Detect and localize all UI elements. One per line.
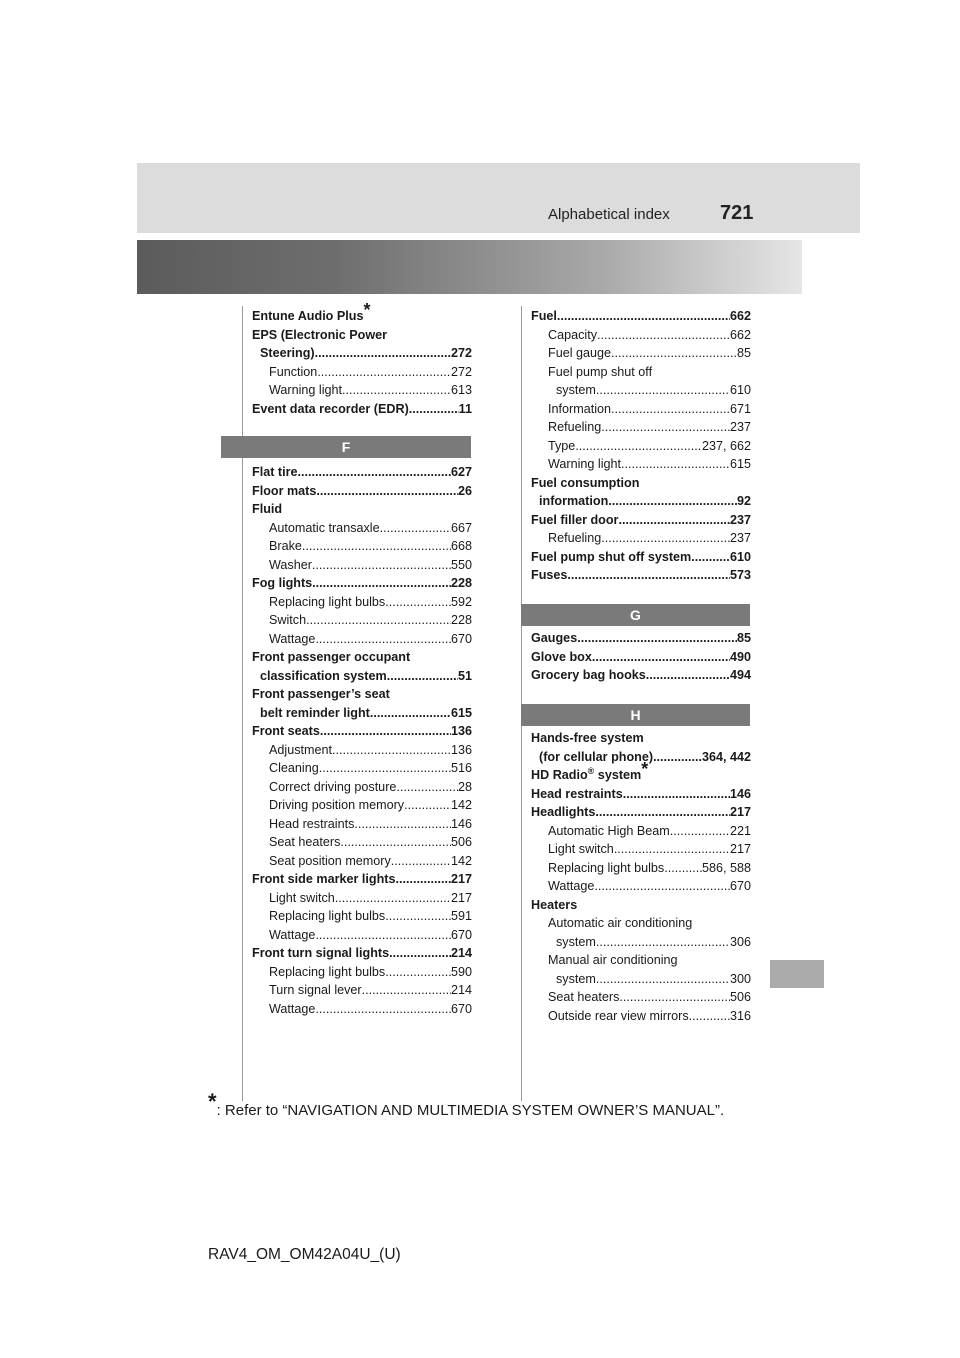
- index-subentry: Automatic High Beam ..... 221: [531, 822, 751, 841]
- index-subentry: Automatic transaxle ..... 667: [252, 519, 472, 538]
- index-subentry: Type ..... 237, 662: [531, 437, 751, 456]
- index-subentry: Capacity ..... 662: [531, 326, 751, 345]
- index-entry: Heaters: [531, 897, 578, 912]
- index-subentry: Light switch ..... 217: [252, 889, 472, 908]
- index-entry: Front passenger occupant: [252, 650, 411, 664]
- index-subentry: Cleaning ..... 516: [252, 759, 472, 778]
- index-subentry: Manual air conditioning: [548, 953, 678, 967]
- index-entry: classification system ..... 51: [252, 667, 472, 686]
- index-subentry: Adjustment ..... 136: [252, 741, 472, 760]
- index-subentry: Function ..... 272: [252, 363, 472, 382]
- index-subentry: system ..... 610: [531, 381, 751, 400]
- section-title: Alphabetical index: [548, 206, 670, 223]
- index-subentry: Refueling ..... 237: [531, 418, 751, 437]
- index-subentry: Correct driving posture ..... 28: [252, 778, 472, 797]
- index-entry: HD Radio® system*: [531, 759, 649, 782]
- footnote-marker: *: [208, 1089, 217, 1114]
- document-id: RAV4_OM_OM42A04U_(U): [208, 1246, 401, 1263]
- index-subentry: Wattage ..... 670: [531, 877, 751, 896]
- index-entry: Grocery bag hooks ..... 494: [531, 666, 751, 685]
- index-entry: Front turn signal lights ..... 214: [252, 944, 472, 963]
- registered-mark: ®: [587, 765, 595, 776]
- index-entry: Front seats ..... 136: [252, 722, 472, 741]
- index-column-left-f: [252, 463, 472, 1018]
- header-gradient-bar: [137, 240, 802, 294]
- index-subentry: Wattage ..... 670: [252, 1000, 472, 1019]
- index-entry: EPS (Electronic Power: [252, 327, 388, 342]
- index-subentry: Turn signal lever ..... 214: [252, 981, 472, 1000]
- index-entry: Glove box ..... 490: [531, 648, 751, 667]
- footnote: *: Refer to “NAVIGATION AND MULTIMEDIA SYSTEM OWNER’S MANUAL”.: [208, 1089, 725, 1119]
- column-divider-left: [242, 306, 243, 1101]
- index-subentry: Washer ..... 550: [252, 556, 472, 575]
- index-column-right: [531, 307, 751, 585]
- index-subentry: Warning light ..... 613: [252, 381, 472, 400]
- index-column-right-g: [531, 629, 751, 685]
- index-entry: Flat tire ..... 627: [252, 463, 472, 482]
- index-subentry: Replacing light bulbs ..... 592: [252, 593, 472, 612]
- index-subentry: Replacing light bulbs ..... 590: [252, 963, 472, 982]
- index-subentry: Seat position memory ..... 142: [252, 852, 472, 871]
- index-subentry: Brake ..... 668: [252, 537, 472, 556]
- footnote-marker: *: [641, 759, 649, 779]
- index-subentry: Warning light ..... 615: [531, 455, 751, 474]
- chapter-side-tab: [770, 960, 824, 988]
- index-entry: Front passenger’s seat: [252, 687, 390, 701]
- index-entry: Gauges ..... 85: [531, 629, 751, 648]
- letter-header-g: G: [521, 604, 750, 626]
- index-entry: Headlights ..... 217: [531, 803, 751, 822]
- index-column-right-h: [531, 729, 751, 1025]
- index-entry: Fog lights ..... 228: [252, 574, 472, 593]
- index-subentry: Replacing light bulbs ..... 586, 588: [531, 859, 751, 878]
- index-entry: belt reminder light ..... 615: [252, 704, 472, 723]
- index-entry: (for cellular phone) ..... 364, 442: [531, 748, 751, 767]
- index-subentry: Information ..... 671: [531, 400, 751, 419]
- index-entry: Fluid: [252, 502, 283, 516]
- index-subentry: Wattage ..... 670: [252, 926, 472, 945]
- page-number: 721: [720, 202, 754, 224]
- index-subentry: system ..... 300: [531, 970, 751, 989]
- index-entry: information ..... 92: [531, 492, 751, 511]
- index-subentry: Automatic air conditioning: [548, 916, 693, 930]
- index-subentry: Switch ..... 228: [252, 611, 472, 630]
- index-subentry: Light switch ..... 217: [531, 840, 751, 859]
- index-subentry: Fuel gauge ..... 85: [531, 344, 751, 363]
- letter-header-f: F: [221, 436, 471, 458]
- index-entry: Entune Audio Plus*: [252, 300, 371, 323]
- index-entry: Fuel ..... 662: [531, 307, 751, 326]
- index-subentry: Wattage ..... 670: [252, 630, 472, 649]
- index-entry: Event data recorder (EDR) ..... 11: [252, 400, 472, 419]
- index-entry: Head restraints ..... 146: [531, 785, 751, 804]
- index-subentry: Seat heaters ..... 506: [531, 988, 751, 1007]
- index-entry: Floor mats ..... 26: [252, 482, 472, 501]
- index-subentry: Replacing light bulbs ..... 591: [252, 907, 472, 926]
- index-entry: Fuses ..... 573: [531, 566, 751, 585]
- index-subentry: Fuel pump shut off: [548, 364, 653, 379]
- index-entry: Hands-free system: [531, 731, 644, 745]
- index-entry: Fuel consumption: [531, 475, 640, 490]
- index-entry: Fuel filler door ..... 237: [531, 511, 751, 530]
- footnote-marker: *: [363, 300, 371, 320]
- index-subentry: Driving position memory ..... 142: [252, 796, 472, 815]
- index-subentry: Refueling ..... 237: [531, 529, 751, 548]
- letter-header-h: H: [521, 704, 750, 726]
- index-column-left: [252, 300, 472, 418]
- index-entry: Steering) ..... 272: [252, 344, 472, 363]
- index-subentry: system ..... 306: [531, 933, 751, 952]
- index-subentry: Head restraints ..... 146: [252, 815, 472, 834]
- index-entry: Fuel pump shut off system ..... 610: [531, 548, 751, 567]
- index-entry: Front side marker lights ..... 217: [252, 870, 472, 889]
- index-subentry: Outside rear view mirrors ..... 316: [531, 1007, 751, 1026]
- index-subentry: Seat heaters ..... 506: [252, 833, 472, 852]
